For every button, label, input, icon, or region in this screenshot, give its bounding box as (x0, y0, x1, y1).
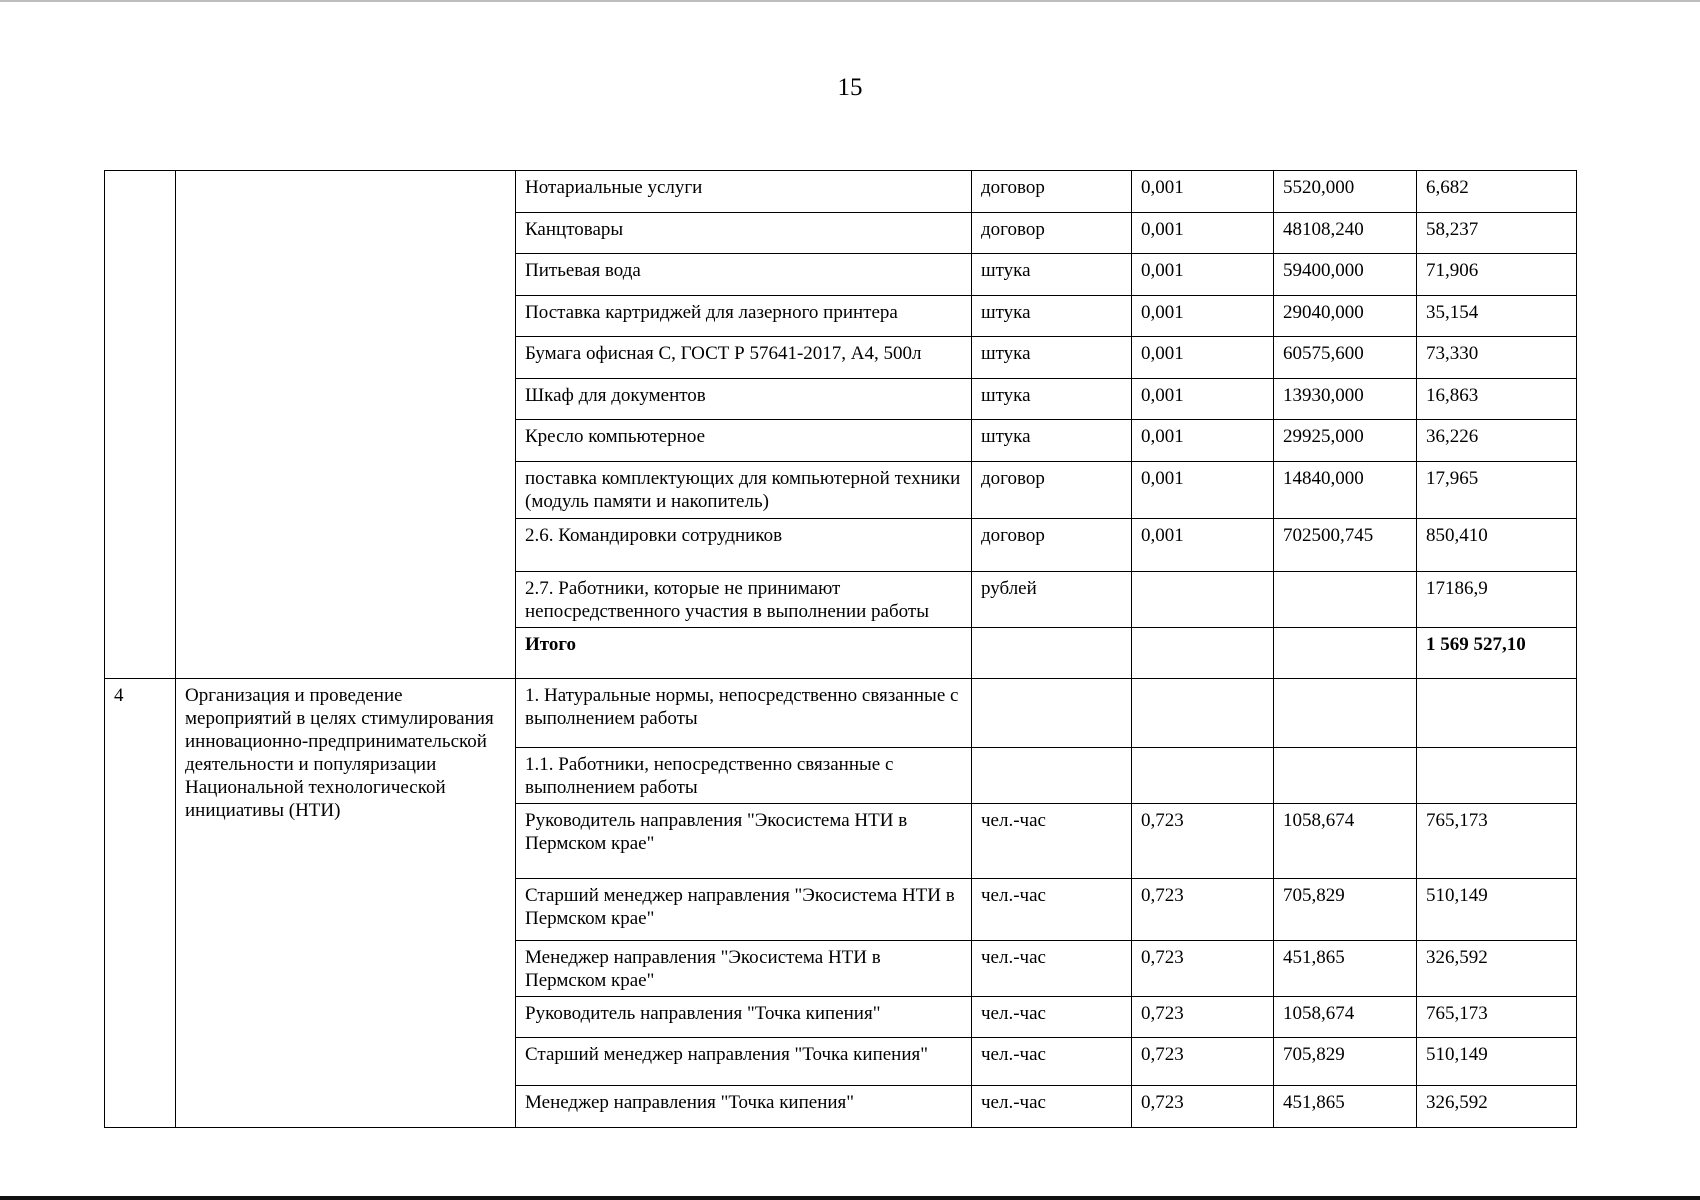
item-norm: 0,001 (1132, 519, 1274, 572)
item-cost (1417, 748, 1577, 804)
item-norm: 0,001 (1132, 462, 1274, 519)
item-cost: 17,965 (1417, 462, 1577, 519)
item-name: 2.6. Командировки сотрудников (516, 519, 972, 572)
cost-norms-table (104, 170, 1577, 1128)
item-name: Бумага офисная С, ГОСТ Р 57641-2017, А4, 500л (516, 337, 972, 379)
item-norm: 0,001 (1132, 296, 1274, 337)
item-unit (972, 748, 1132, 804)
item-name: поставка комплектующих для компьютерной техники (модуль памяти и накопитель) (516, 462, 972, 519)
item-norm: 0,001 (1132, 379, 1274, 420)
item-cost: 326,592 (1417, 941, 1577, 997)
item-unit: договор (972, 462, 1132, 519)
item-name: Менеджер направления "Экосистема НТИ в Пермском крае" (516, 941, 972, 997)
item-unit: штука (972, 337, 1132, 379)
item-name: Поставка картриджей для лазерного принтера (516, 296, 972, 337)
item-unit: чел.-час (972, 804, 1132, 879)
item-cost: 73,330 (1417, 337, 1577, 379)
item-cost: 58,237 (1417, 213, 1577, 254)
work-title-cell (176, 171, 516, 679)
item-cost: 850,410 (1417, 519, 1577, 572)
item-norm: 0,001 (1132, 337, 1274, 379)
item-name: Старший менеджер направления "Экосистема НТИ в Пермском крае" (516, 879, 972, 941)
item-norm (1132, 748, 1274, 804)
item-cost: 16,863 (1417, 379, 1577, 420)
item-norm (1132, 628, 1274, 679)
total-value: 1 569 527,10 (1417, 628, 1577, 679)
item-norm: 0,723 (1132, 1038, 1274, 1086)
item-cost: 17186,9 (1417, 572, 1577, 628)
item-price: 5520,000 (1274, 171, 1417, 213)
item-price: 14840,000 (1274, 462, 1417, 519)
item-norm: 0,723 (1132, 1086, 1274, 1128)
item-norm (1132, 572, 1274, 628)
item-name: Менеджер направления "Точка кипения" (516, 1086, 972, 1128)
item-cost: 765,173 (1417, 997, 1577, 1038)
item-unit: штука (972, 296, 1132, 337)
item-unit: чел.-час (972, 941, 1132, 997)
item-price (1274, 628, 1417, 679)
item-price: 13930,000 (1274, 379, 1417, 420)
work-title-cell: Организация и проведение мероприятий в целях стимулирования инновационно-предпринимательской деятельности и популяризации Национальной технологической инициативы (НТИ) (176, 679, 516, 1128)
scan-edge-bottom (0, 1196, 1700, 1200)
row-number-cell (105, 171, 176, 679)
item-unit: чел.-час (972, 997, 1132, 1038)
item-unit: чел.-час (972, 879, 1132, 941)
item-unit: чел.-час (972, 1038, 1132, 1086)
item-name: Старший менеджер направления "Точка кипения" (516, 1038, 972, 1086)
item-price: 702500,745 (1274, 519, 1417, 572)
item-name: Канцтовары (516, 213, 972, 254)
item-norm: 0,723 (1132, 804, 1274, 879)
item-price: 1058,674 (1274, 997, 1417, 1038)
item-price: 59400,000 (1274, 254, 1417, 296)
item-unit: договор (972, 519, 1132, 572)
item-cost (1417, 679, 1577, 748)
page-number: 15 (837, 74, 863, 101)
item-norm: 0,001 (1132, 171, 1274, 213)
item-name: Питьевая вода (516, 254, 972, 296)
table-row (105, 171, 1577, 213)
item-cost: 326,592 (1417, 1086, 1577, 1128)
item-price: 1058,674 (1274, 804, 1417, 879)
item-price: 705,829 (1274, 879, 1417, 941)
item-cost: 510,149 (1417, 879, 1577, 941)
item-cost: 36,226 (1417, 420, 1577, 462)
item-norm: 0,723 (1132, 941, 1274, 997)
item-unit: договор (972, 171, 1132, 213)
item-norm: 0,723 (1132, 997, 1274, 1038)
item-name: Руководитель направления "Точка кипения" (516, 997, 972, 1038)
item-norm: 0,723 (1132, 879, 1274, 941)
item-cost: 71,906 (1417, 254, 1577, 296)
item-norm: 0,001 (1132, 254, 1274, 296)
item-name: Руководитель направления "Экосистема НТИ в Пермском крае" (516, 804, 972, 879)
item-price: 29925,000 (1274, 420, 1417, 462)
scan-edge-top (0, 0, 1700, 2)
item-unit: штука (972, 420, 1132, 462)
item-price: 451,865 (1274, 941, 1417, 997)
item-cost: 6,682 (1417, 171, 1577, 213)
item-norm: 0,001 (1132, 420, 1274, 462)
item-unit (972, 628, 1132, 679)
item-unit: договор (972, 213, 1132, 254)
item-norm: 0,001 (1132, 213, 1274, 254)
item-name: Кресло компьютерное (516, 420, 972, 462)
total-label: Итого (516, 628, 972, 679)
item-unit (972, 679, 1132, 748)
item-unit: рублей (972, 572, 1132, 628)
item-name: 2.7. Работники, которые не принимают непосредственного участия в выполнении работы (516, 572, 972, 628)
item-cost: 35,154 (1417, 296, 1577, 337)
item-unit: штука (972, 254, 1132, 296)
item-name: 1.1. Работники, непосредственно связанные с выполнением работы (516, 748, 972, 804)
item-price: 60575,600 (1274, 337, 1417, 379)
item-price (1274, 572, 1417, 628)
row-number-cell: 4 (105, 679, 176, 1128)
item-price (1274, 748, 1417, 804)
table-row (105, 679, 1577, 748)
item-price: 705,829 (1274, 1038, 1417, 1086)
item-name: 1. Натуральные нормы, непосредственно связанные с выполнением работы (516, 679, 972, 748)
item-price: 48108,240 (1274, 213, 1417, 254)
item-price: 451,865 (1274, 1086, 1417, 1128)
item-unit: чел.-час (972, 1086, 1132, 1128)
item-name: Шкаф для документов (516, 379, 972, 420)
item-norm (1132, 679, 1274, 748)
item-price: 29040,000 (1274, 296, 1417, 337)
item-name: Нотариальные услуги (516, 171, 972, 213)
item-cost: 510,149 (1417, 1038, 1577, 1086)
item-price (1274, 679, 1417, 748)
item-cost: 765,173 (1417, 804, 1577, 879)
item-unit: штука (972, 379, 1132, 420)
